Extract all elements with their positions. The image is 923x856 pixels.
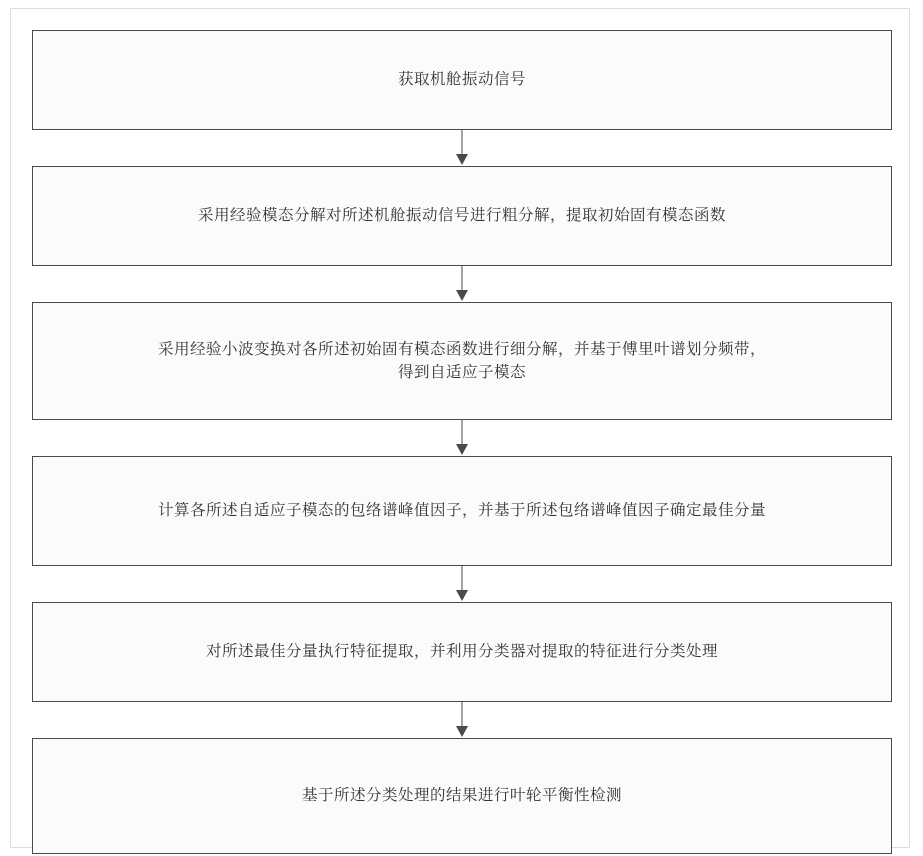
arrow-down-icon	[456, 290, 468, 301]
connector-1-2	[32, 130, 892, 166]
flowchart-steps	[32, 30, 892, 854]
flow-step-1-label: 获取机舱振动信号	[397, 71, 526, 89]
flow-step-6	[32, 738, 892, 854]
connector-4-5	[32, 566, 892, 602]
flow-step-2-label: 采用经验模态分解对所述机舱振动信号进行粗分解，提取初始固有模态函数	[197, 207, 726, 225]
flow-step-5	[32, 602, 892, 702]
arrow-down-icon	[456, 154, 468, 165]
flow-step-4-label: 计算各所述自适应子模态的包络谱峰值因子，并基于所述包络谱峰值因子确定最佳分量	[157, 502, 766, 520]
arrow-down-icon	[456, 726, 468, 737]
flow-step-3-label: 采用经验小波变换对各所述初始固有模态函数进行细分解，并基于傅里叶谱划分频带， 得到自适应子模态	[157, 340, 766, 381]
flow-step-4	[32, 456, 892, 566]
flow-step-3	[32, 302, 892, 420]
connector-2-3	[32, 266, 892, 302]
flow-step-6-label: 基于所述分类处理的结果进行叶轮平衡性检测	[301, 787, 622, 805]
flow-step-2	[32, 166, 892, 266]
arrow-down-icon	[456, 590, 468, 601]
connector-5-6	[32, 702, 892, 738]
connector-3-4	[32, 420, 892, 456]
flow-step-1	[32, 30, 892, 130]
arrow-down-icon	[456, 444, 468, 455]
flow-step-5-label: 对所述最佳分量执行特征提取，并利用分类器对提取的特征进行分类处理	[205, 643, 718, 661]
